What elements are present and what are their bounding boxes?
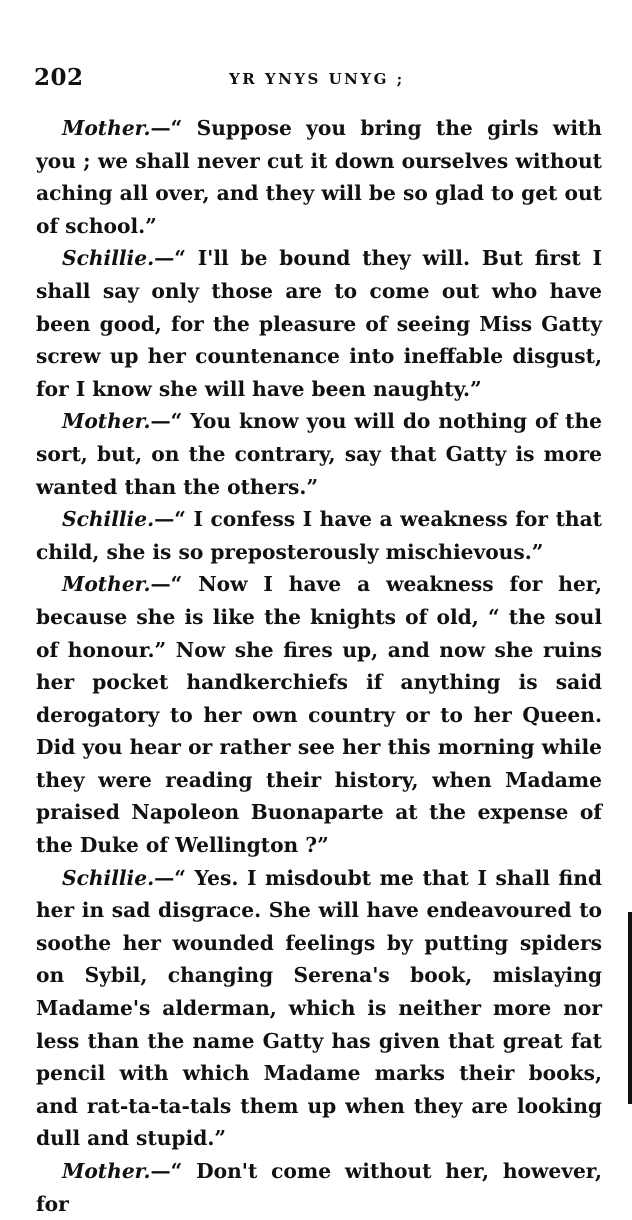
page-header — [34, 64, 598, 94]
paragraph — [36, 405, 602, 503]
paragraph-text: —“ Yes. I misdoubt me that I shall find her in sad disgrace. She will have endeavoured to soothe her wounded feelings by putting spiders on Sybil, changing Serena's book, mislaying Madame's alderman, which is neither more nor less than the name Gatty has given that great fat pencil with which Madame marks their books, and rat-ta-ta-tals them up when they are looking dull and stupid.” — [36, 865, 602, 1151]
speaker-name: Mother. — [62, 1159, 151, 1183]
scan-edge-mark — [628, 912, 632, 1104]
page-number: 202 — [34, 64, 84, 91]
paragraph-text: —“ I'll be bound they will. But first I shall say only those are to come out who have been good, for the pleasure of seeing Miss Gatty screw up her countenance into ineffable disgust, for I know she will have been naughty.” — [36, 246, 602, 401]
paragraph-text: —“ Now I have a weakness for her, because she is like the knights of old, “ the soul of honour.” Now she fires up, and now she ruins her pocket handkerchiefs if anything is said derogatory to her own country or to her Queen. Did you hear or rather see her this morning while they were reading their history, when Madame praised Napoleon Buonaparte at the expense of the Duke of Wellington ?” — [36, 572, 602, 858]
paragraph-text: —“ You know you will do nothing of the sort, but, on the contrary, say that Gatty is more wanted than the others.” — [36, 409, 602, 499]
running-head: YR YNYS UNYG ; — [229, 70, 405, 88]
speaker-name: Schillie. — [62, 865, 155, 890]
paragraph — [36, 503, 602, 568]
paragraph-text: —“ Suppose you bring the girls with you ; we shall never cut it down ourselves without aching all over, and they will be so glad to get out of school.” — [36, 116, 602, 238]
paragraph — [36, 242, 602, 405]
paragraph — [36, 862, 602, 1155]
speaker-name: Schillie. — [62, 507, 155, 532]
speaker-name: Schillie. — [62, 246, 155, 271]
paragraph — [36, 568, 602, 861]
paragraph-text: —“ Don't come without her, however, for — [36, 1159, 602, 1216]
speaker-name: Mother. — [62, 409, 151, 434]
speaker-name: Mother. — [62, 116, 151, 140]
body-text — [36, 112, 602, 1220]
paragraph — [36, 112, 602, 242]
paragraph — [36, 1155, 602, 1220]
paragraph-text: —“ I confess I have a weakness for that child, she is so preposterously mischievous.” — [36, 507, 602, 564]
speaker-name: Mother. — [62, 572, 151, 597]
